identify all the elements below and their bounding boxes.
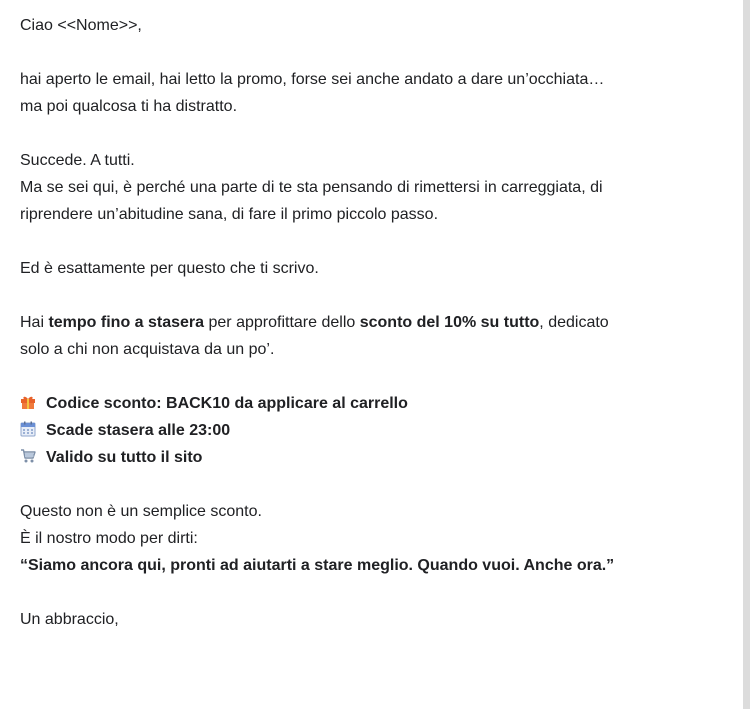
offer-text-1: Hai (20, 314, 49, 331)
perk-expiry (20, 417, 730, 444)
offer-discount: sconto del 10% su tutto (359, 314, 540, 331)
closing-quote: “Siamo ancora qui, pronti ad aiutarti a stare meglio. Quando vuoi. Anche ora.” (20, 557, 615, 574)
offer-text-2: per approfittare dello (204, 314, 360, 331)
paragraph-closing-line-1: Questo non è un semplice sconto. (20, 503, 262, 520)
window-edge (743, 0, 750, 709)
paragraph-offer-line-1 (20, 309, 730, 336)
calendar-icon (20, 419, 36, 435)
paragraph-intro (20, 66, 730, 120)
paragraph-context-line-3: riprendere un’abitudine sana, di fare il primo piccolo passo. (20, 206, 439, 223)
perks-list (20, 390, 730, 471)
gift-icon (20, 392, 36, 408)
offer-deadline: tempo fino a stasera (48, 314, 205, 331)
perk-validity (20, 444, 730, 471)
perk-discount-code-text: Codice sconto: BACK10 da applicare al carrello (46, 395, 408, 412)
paragraph-offer (20, 309, 730, 363)
paragraph-reason: Ed è esattamente per questo che ti scrivo. (20, 260, 319, 277)
paragraph-intro-line-2: ma poi qualcosa ti ha distratto. (20, 98, 238, 115)
paragraph-intro-line-1: hai aperto le email, hai letto la promo, forse sei anche andato a dare un’occhiata… (20, 71, 605, 88)
paragraph-context-line-1: Succede. A tutti. (20, 152, 135, 169)
paragraph-closing-line-2: È il nostro modo per dirti: (20, 530, 198, 547)
paragraph-closing (20, 498, 730, 579)
sign-off: Un abbraccio, (20, 611, 119, 628)
perk-discount-code (20, 390, 730, 417)
perk-expiry-text: Scade stasera alle 23:00 (46, 422, 231, 439)
paragraph-offer-line-2: solo a chi non acquistava da un po’. (20, 341, 275, 358)
paragraph-context-line-2: Ma se sei qui, è perché una parte di te sta pensando di rimettersi in carreggiata, di (20, 179, 603, 196)
greeting: Ciao <<Nome>>, (20, 17, 142, 34)
offer-text-3: , dedicato (539, 314, 609, 331)
perk-validity-text: Valido su tutto il sito (46, 449, 203, 466)
paragraph-context (20, 147, 730, 228)
cart-icon (20, 446, 36, 462)
